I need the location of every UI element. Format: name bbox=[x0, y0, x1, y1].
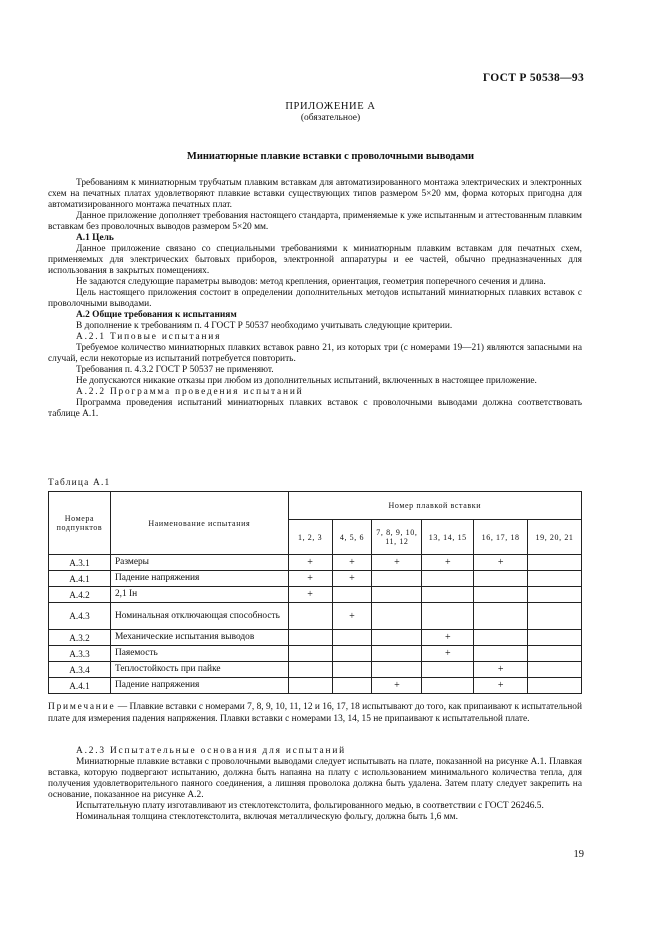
note-text: — Плавкие вставки с номерами 7, 8, 9, 10, 11, 12 и 16, 17, 18 испытывают до того, как припаивают к испытательной плате для измерения падения напряжения. Плавки вставки с номерами 13, 14, 15 не припаивают к испытательной плате. bbox=[48, 702, 582, 724]
row-mark-cell bbox=[528, 587, 582, 603]
paragraph: Миниатюрные плавкие вставки с проволочными выводами следует испытывать на плате, показанной на рисунке А.1. Плавкая вставка, которую подвергают испытанию, должна быть напаяна на плату с использованием минимального количества тепла, для получения удовлетворительного паяного соединения, а лишняя проволока должна быть удалена. Затем плату следует закрепить на основание, показанное на рисунке А.2. bbox=[48, 757, 582, 800]
row-mark-cell: + bbox=[474, 555, 528, 571]
table-row bbox=[49, 630, 582, 646]
row-test-name-cell: Падение напряжения bbox=[110, 571, 288, 587]
document-title: Миниатюрные плавкие вставки с проволочными выводами bbox=[186, 151, 475, 162]
paragraph: Не допускаются никакие отказы при любом из дополнительных испытаний, включенных в настоящее приложение. bbox=[76, 376, 537, 386]
row-mark-cell: + bbox=[422, 646, 474, 662]
row-number-cell: А.4.1 bbox=[49, 678, 111, 694]
table-header-row bbox=[49, 492, 582, 520]
row-number-cell: А.4.1 bbox=[49, 571, 111, 587]
paragraph: Требованиям к миниатюрным трубчатым плавким вставкам для автоматизированного монтажа электрических и электронных схем на печатных платах удовлетворяют плавкие вставки существующих типов размером 5×20 мм, форма которых пригодна для автоматизированного монтажа печатных плат. bbox=[48, 178, 582, 210]
column-header-fuse-number: Номер плавкой вставки bbox=[288, 492, 581, 520]
body-section-1 bbox=[48, 178, 582, 420]
table-row bbox=[49, 587, 582, 603]
row-mark-cell bbox=[474, 646, 528, 662]
fuse-group-header: 4, 5, 6 bbox=[332, 520, 372, 555]
paragraph: Данное приложение связано со специальными требованиями к миниатюрным плавким вставкам для печатных схем, применяемых для электрических бытовых приборов, электронной аппаратуры и ее частей, обычно предназначенных для использования в закрытых помещениях. bbox=[48, 244, 582, 276]
fuse-group-header: 16, 17, 18 bbox=[474, 520, 528, 555]
row-mark-cell bbox=[372, 603, 422, 630]
row-mark-cell: + bbox=[422, 555, 474, 571]
row-mark-cell bbox=[332, 662, 372, 678]
page-number: 19 bbox=[573, 849, 584, 860]
row-mark-cell: + bbox=[422, 630, 474, 646]
row-mark-cell bbox=[372, 646, 422, 662]
table-row bbox=[49, 646, 582, 662]
row-mark-cell bbox=[372, 662, 422, 678]
table-note bbox=[48, 702, 582, 725]
row-mark-cell bbox=[528, 646, 582, 662]
row-mark-cell bbox=[422, 571, 474, 587]
paragraph: Цель настоящего приложения состоит в определении дополнительных методов испытаний миниатюрных плавких вставок с проволочными выводами. bbox=[48, 288, 582, 309]
column-header-test-name: Наименование испытания bbox=[110, 492, 288, 555]
table-body bbox=[49, 555, 582, 694]
table-row bbox=[49, 662, 582, 678]
row-mark-cell bbox=[528, 678, 582, 694]
table-row bbox=[49, 571, 582, 587]
heading-text: А.2 Общие требования к испытаниям bbox=[76, 310, 237, 320]
row-mark-cell: + bbox=[332, 571, 372, 587]
row-mark-cell bbox=[372, 587, 422, 603]
table-row bbox=[49, 555, 582, 571]
note-label: Примечание bbox=[48, 702, 116, 712]
standard-header: ГОСТ Р 50538—93 bbox=[482, 72, 584, 84]
row-number-cell: А.3.1 bbox=[49, 555, 111, 571]
row-mark-cell: + bbox=[474, 662, 528, 678]
fuse-group-header: 19, 20, 21 bbox=[528, 520, 582, 555]
fuse-group-header: 13, 14, 15 bbox=[422, 520, 474, 555]
row-mark-cell bbox=[332, 678, 372, 694]
row-mark-cell bbox=[422, 603, 474, 630]
row-mark-cell bbox=[288, 630, 332, 646]
row-test-name-cell: Теплостойкость при пайке bbox=[110, 662, 288, 678]
paragraph: В дополнение к требованиям п. 4 ГОСТ Р 50537 необходимо учитывать следующие критерии. bbox=[76, 321, 453, 331]
row-mark-cell bbox=[528, 555, 582, 571]
paragraph: Программа проведения испытаний миниатюрных плавких вставок с проволочными выводами должна соответствовать таблице А.1. bbox=[48, 398, 582, 419]
table-row bbox=[49, 603, 582, 630]
section-heading-a22: А.2.2 Программа проведения испытаний bbox=[76, 387, 304, 397]
table-label: Таблица А.1 bbox=[48, 478, 111, 488]
row-test-name-cell: Падение напряжения bbox=[110, 678, 288, 694]
paragraph: Требования п. 4.3.2 ГОСТ Р 50537 не применяют. bbox=[76, 365, 274, 375]
paragraph: Испытательную плату изготавливают из стеклотекстолита, фольгированного медью, в соответствии с ГОСТ 26246.5. bbox=[76, 801, 544, 811]
row-number-cell: А.3.4 bbox=[49, 662, 111, 678]
section-heading-a1 bbox=[48, 233, 582, 244]
row-mark-cell bbox=[288, 662, 332, 678]
row-mark-cell: + bbox=[288, 587, 332, 603]
row-mark-cell: + bbox=[332, 603, 372, 630]
row-test-name-cell: Номинальная отключающая способность bbox=[110, 603, 288, 630]
row-mark-cell bbox=[528, 662, 582, 678]
row-mark-cell: + bbox=[372, 555, 422, 571]
row-mark-cell bbox=[474, 587, 528, 603]
row-number-cell: А.3.3 bbox=[49, 646, 111, 662]
row-mark-cell bbox=[528, 603, 582, 630]
row-mark-cell: + bbox=[332, 555, 372, 571]
row-mark-cell bbox=[528, 630, 582, 646]
row-number-cell: А.3.2 bbox=[49, 630, 111, 646]
row-mark-cell bbox=[474, 571, 528, 587]
body-section-2 bbox=[48, 746, 582, 823]
section-heading-a21: А.2.1 Типовые испытания bbox=[76, 332, 222, 342]
table-row bbox=[49, 678, 582, 694]
test-program-table bbox=[48, 491, 582, 694]
row-mark-cell bbox=[332, 646, 372, 662]
row-test-name-cell: 2,1 Iн bbox=[110, 587, 288, 603]
row-mark-cell: + bbox=[288, 555, 332, 571]
row-mark-cell bbox=[528, 571, 582, 587]
fuse-group-header: 1, 2, 3 bbox=[288, 520, 332, 555]
fuse-group-header: 7, 8, 9, 10, 11, 12 bbox=[372, 520, 422, 555]
row-test-name-cell: Размеры bbox=[110, 555, 288, 571]
row-mark-cell bbox=[332, 587, 372, 603]
row-number-cell: А.4.3 bbox=[49, 603, 111, 630]
row-mark-cell: + bbox=[474, 678, 528, 694]
paragraph: Номинальная толщина стеклотекстолита, включая металлическую фольгу, должна быть 1,6 мм. bbox=[76, 812, 458, 822]
appendix-subtitle: (обязательное) bbox=[300, 113, 361, 123]
row-mark-cell bbox=[372, 571, 422, 587]
row-mark-cell bbox=[332, 630, 372, 646]
row-test-name-cell: Паяемость bbox=[110, 646, 288, 662]
row-mark-cell bbox=[288, 603, 332, 630]
row-mark-cell bbox=[422, 587, 474, 603]
row-number-cell: А.4.2 bbox=[49, 587, 111, 603]
section-heading-a23: А.2.3 Испытательные основания для испытаний bbox=[76, 746, 346, 756]
row-mark-cell bbox=[422, 662, 474, 678]
row-mark-cell bbox=[474, 603, 528, 630]
section-heading-a2 bbox=[48, 310, 582, 321]
row-mark-cell: + bbox=[372, 678, 422, 694]
row-mark-cell bbox=[372, 630, 422, 646]
row-mark-cell bbox=[422, 678, 474, 694]
paragraph: Требуемое количество миниатюрных плавких вставок равно 21, из которых три (с номерами 19—21) являются запасными на случай, если некоторые из испытаний потребуется повторить. bbox=[48, 343, 582, 364]
appendix-title: ПРИЛОЖЕНИЕ А bbox=[285, 101, 376, 112]
paragraph: Данное приложение дополняет требования настоящего стандарта, применяемые к уже испытанным и аттестованным плавким вставкам без проволочных выводов размером 5×20 мм. bbox=[48, 211, 582, 232]
heading-text: А.1 Цель bbox=[76, 233, 114, 243]
row-mark-cell bbox=[288, 646, 332, 662]
paragraph: Не задаются следующие параметры выводов: метод крепления, ориентация, геометрия поперечного сечения и длина. bbox=[76, 277, 546, 287]
row-mark-cell bbox=[474, 630, 528, 646]
row-mark-cell: + bbox=[288, 571, 332, 587]
row-test-name-cell: Механические испытания выводов bbox=[110, 630, 288, 646]
row-mark-cell bbox=[288, 678, 332, 694]
column-header-number: Номера подпунктов bbox=[49, 492, 111, 555]
